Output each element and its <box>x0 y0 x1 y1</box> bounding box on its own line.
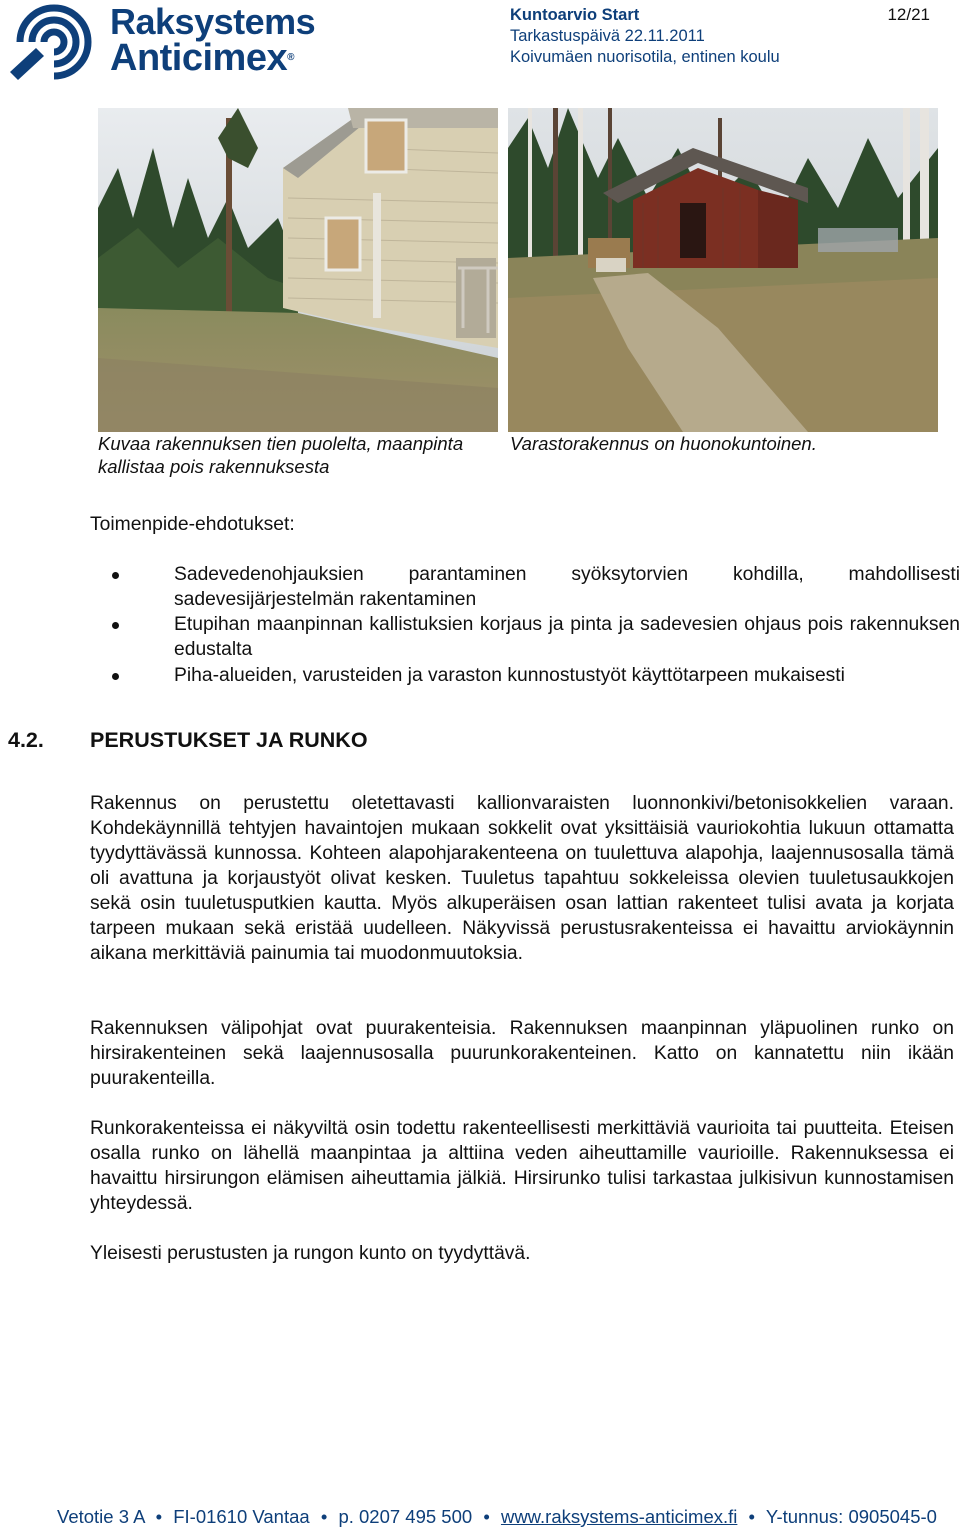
footer-separator: • <box>483 1506 490 1527</box>
photo-building-road-side <box>98 108 498 432</box>
footer-phone: p. 0207 495 500 <box>338 1506 473 1527</box>
bullet-icon <box>112 572 119 579</box>
measures-heading: Toimenpide-ehdotukset: <box>90 514 295 535</box>
footer-postal: FI-01610 Vantaa <box>173 1506 310 1527</box>
inspection-date: Tarkastuspäivä 22.11.2011 <box>510 27 705 45</box>
list-item-text: Piha-alueiden, varusteiden ja varaston kunnostustyöt käyttötarpeen mukaisesti <box>174 665 845 686</box>
company-logo <box>6 2 316 82</box>
section-title: PERUSTUKSET JA RUNKO <box>90 728 368 752</box>
footer-address: Vetotie 3 A <box>57 1506 145 1527</box>
report-title: Kuntoarvio Start <box>510 6 640 24</box>
section-heading <box>8 728 368 753</box>
paragraph-intermediate-floors: Rakennuksen välipohjat ovat puurakenteisia. Rakennuksen maanpinnan yläpuolinen runko on hirsirakenteinen sekä laajennusosalla puurunkorakenteinen. Katto on kannatettu niin ikään puurakenteilla. <box>90 1018 954 1089</box>
bullet-icon <box>112 622 119 629</box>
list-item-text: Etupihan maanpinnan kallistuksien korjaus ja pinta ja sadevesien ohjaus pois rakennuksen edustalta <box>174 614 960 660</box>
paragraph-summary: Yleisesti perustusten ja rungon kunto on tyydyttävä. <box>90 1243 531 1264</box>
footer-separator: • <box>155 1506 163 1527</box>
document-header <box>510 5 780 68</box>
footer-separator: • <box>320 1506 328 1527</box>
registered-mark: ® <box>287 52 294 63</box>
footer-website-link[interactable]: www.raksystems-anticimex.fi <box>500 1506 738 1527</box>
list-item <box>112 663 952 688</box>
list-item <box>112 562 960 612</box>
logo-wordmark-text: Anticimex <box>110 37 288 79</box>
paragraph-foundations: Rakennus on perustettu oletettavasti kallionvaraisten luonnonkivi/betonisokkelien varaan. Kohdekäynnillä tehtyjen havaintojen mukaan sokkelit ovat yksittäisiä vauriokohtia lukuun ottamatta tyydyttävässä kunnossa. Kohteen alapohjarakenteena on tuulettuva alapohja, laajennusosalla tämä oli avattuna ja korjaustyöt olivat kesken. Tuuletus tapahtuu sokkeleissa olevien tuuletusaukkojen sekä osin tuuletusputkien kautta. Myös alkuperäisen osan lattian rakenteet tulisi avata ja korjata tarpeen mukaan sekä eristää uudelleen. Näkyvissä perustusrakenteissa ei havaittu arviokäynnin aikana merkittäviä painumia tai muodonmuutoksia. <box>90 793 954 964</box>
paragraph-frame-structures: Runkorakenteissa ei näkyviltä osin todettu rakenteellisesti merkittäviä vaurioita tai puutteita. Eteisen osalla runko on lähellä maanpintaa ja alttiina veden aiheuttamille vaurioille. Rakennuksessa ei havaittu hirsirungon elämisen aiheuttamia jälkiä. Hirsirunko tulisi tarkastaa julkisivun kunnostamisen yhteydessä. <box>90 1118 954 1214</box>
site-name: Koivumäen nuorisotila, entinen koulu <box>510 48 780 66</box>
list-item-text: Sadevedenohjauksien parantaminen syöksytorvien kohdilla, mahdollisesti sadevesijärjestelmän rakentaminen <box>174 564 960 610</box>
footer-separator: • <box>748 1506 756 1527</box>
logo-wordmark-line1: Raksystems <box>110 1 316 42</box>
section-number: 4.2. <box>8 728 44 752</box>
photo-storage-building <box>508 108 938 432</box>
list-item <box>112 612 960 662</box>
logo-spiral-icon <box>6 2 102 82</box>
photo-caption-right: Varastorakennus on huonokuntoinen. <box>510 433 817 454</box>
page-footer <box>57 1506 937 1528</box>
footer-business-id: Y-tunnus: 0905045-0 <box>765 1506 937 1527</box>
page-number: 12/21 <box>887 5 930 24</box>
bullet-icon <box>112 673 119 680</box>
photo-caption-left: Kuvaa rakennuksen tien puolelta, maanpinta kallistaa pois rakennuksesta <box>98 433 464 477</box>
logo-wordmark-line2 <box>110 38 294 78</box>
